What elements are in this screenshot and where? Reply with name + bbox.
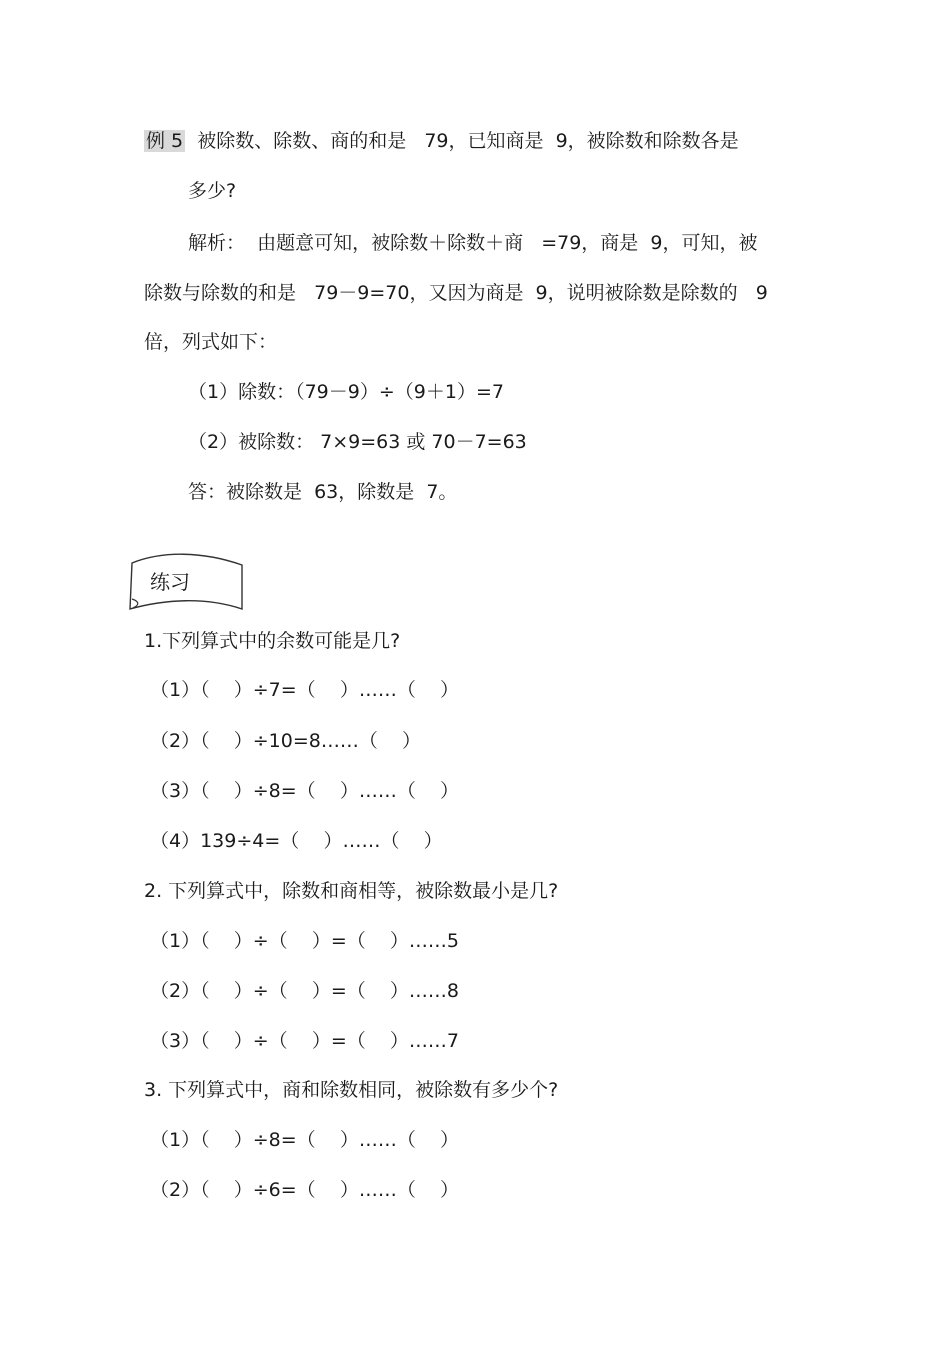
example-question-line1 — [144, 128, 739, 154]
solution-step1: （1）除数：（79－9）÷（9＋1）=7 — [188, 381, 504, 403]
example-question-line2: 多少? — [188, 180, 237, 202]
question-2-item: （1）（ ）÷（ ）=（ ）……5 — [150, 930, 459, 952]
practice-banner-label: 练习 — [150, 570, 190, 594]
question-3-item: （2）（ ）÷6=（ ）……（ ） — [150, 1179, 459, 1201]
analysis-line1: 解析： 由题意可知，被除数＋除数＋商 =79，商是 9，可知，被 — [188, 232, 758, 254]
question-1-title: 1.下列算式中的余数可能是几? — [144, 630, 401, 652]
answer-line: 答：被除数是 63，除数是 7。 — [188, 481, 458, 503]
question-2-item: （3）（ ）÷（ ）=（ ）……7 — [150, 1030, 459, 1052]
question-1-item: （4）139÷4=（ ）……（ ） — [150, 830, 443, 852]
question-1-item: （2）（ ）÷10=8……（ ） — [150, 730, 422, 752]
question-3-title: 3. 下列算式中，商和除数相同，被除数有多少个? — [144, 1079, 559, 1101]
question-1-item: （3）（ ）÷8=（ ）……（ ） — [150, 780, 459, 802]
example-question-text: 被除数、除数、商的和是 79，已知商是 9，被除数和除数各是 — [185, 130, 739, 152]
question-3-item: （1）（ ）÷8=（ ）……（ ） — [150, 1129, 459, 1151]
solution-step2: （2）被除数： 7×9=63 或 70－7=63 — [188, 431, 527, 453]
example-tag: 例 5 — [146, 130, 184, 152]
analysis-line3: 倍，列式如下： — [144, 331, 278, 353]
practice-banner — [126, 553, 248, 615]
analysis-line2: 除数与除数的和是 79－9=70，又因为商是 9，说明被除数是除数的 9 — [144, 282, 768, 304]
question-2-item: （2）（ ）÷（ ）=（ ）……8 — [150, 980, 459, 1002]
question-2-title: 2. 下列算式中，除数和商相等，被除数最小是几? — [144, 880, 559, 902]
question-1-item: （1）（ ）÷7=（ ）……（ ） — [150, 679, 459, 701]
